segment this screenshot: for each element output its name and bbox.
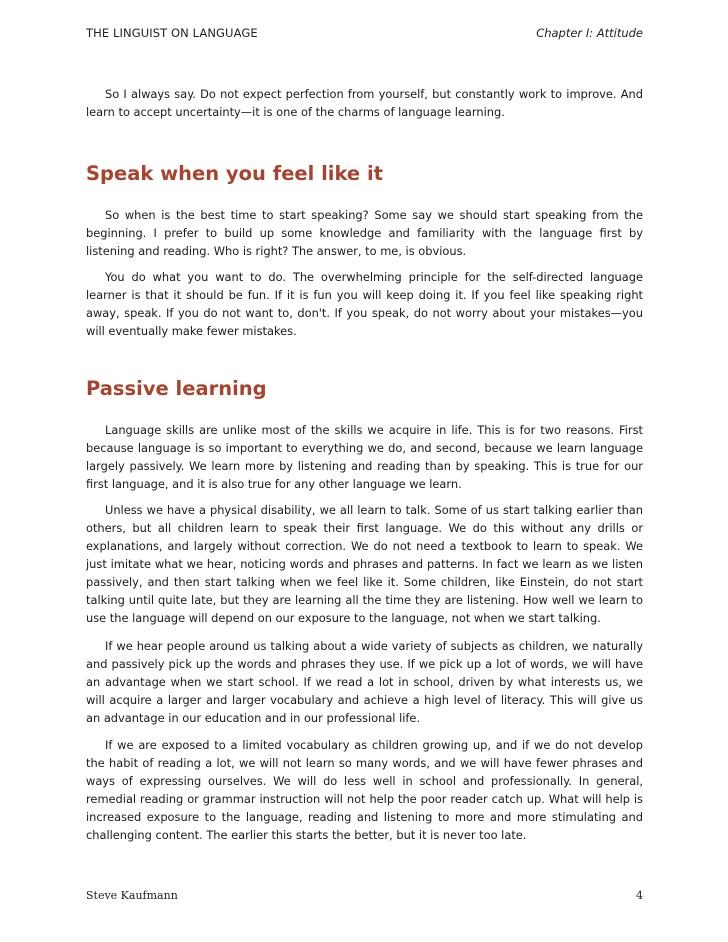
paragraph: If we are exposed to a limited vocabulary as children growing up, and if we do not develop the habit of reading a lot, we will not learn so many words, and we will have fewer phrases and ways of expressing ourselves. We will do less well in school and professionally. In general, remedial reading or grammar instruction will not help the poor reader catch up. What will help is increased exposure to the language, reading and listening to more and more stimulating and challenging content. The earlier this starts the better, but it is never too late. [86,738,643,842]
document-page [86,0,643,942]
paragraph: If we hear people around us talking about a wide variety of subjects as children, we naturally and passively pick up the words and phrases they use. If we pick up a lot of words, we will have an advantage when we start school. If we read a lot in school, driven by what interests us, we will acquire a larger and larger vocabulary and achieve a high level of literacy. This will give us an advantage in our education and in our professional life. [86,639,643,725]
intro-block [86,85,643,121]
section-passive [86,377,643,401]
section-speak-body [86,206,643,260]
book-title: THE LINGUIST ON LANGUAGE [86,26,258,40]
section-passive-body-3 [86,637,643,727]
section-heading-speak: Speak when you feel like it [86,162,383,185]
section-passive-body-2 [86,501,643,627]
section-passive-body-4 [86,736,643,844]
paragraph: Language skills are unlike most of the skills we acquire in life. This is for two reasons. First because language is so important to everything we do, and second, because we learn language largely passively. We learn more by listening and reading than by speaking. This is true for our first language, and it is also true for any other language we learn. [86,423,643,491]
section-passive-body-1 [86,421,643,493]
paragraph: So when is the best time to start speaking? Some say we should start speaking from the beginning. I prefer to build up some knowledge and familiarity with the language first by listening and reading. Who is right? The answer, to me, is obvious. [86,208,643,258]
author-name: Steve Kaufmann [86,889,178,902]
paragraph: You do what you want to do. The overwhelming principle for the self-directed language learner is that it should be fun. If it is fun you will keep doing it. If you feel like speaking right away, speak. If you do not want to, don't. If you speak, do not worry about your mistakes—you will eventually make fewer mistakes. [86,270,643,338]
page-number: 4 [636,889,643,902]
section-speak-body-2 [86,268,643,340]
running-footer [86,889,643,905]
running-header [86,26,643,44]
chapter-title: Chapter I: Attitude [536,26,643,40]
intro-paragraph: So I always say. Do not expect perfection from yourself, but constantly work to improve. And learn to accept uncertainty—it is one of the charms of language learning. [86,87,643,119]
paragraph: Unless we have a physical disability, we all learn to talk. Some of us start talking earlier than others, but all children learn to speak their first language. We do this without any drills or explanations, and largely without correction. We do not need a textbook to learn to speak. We just imitate what we hear, noticing words and phrases and patterns. In fact we learn as we listen passively, and then start talking when we feel like it. Some children, like Einstein, do not start talking until quite late, but they are learning all the time they are listening. How well we learn to use the language will depend on our exposure to the language, not when we start talking. [86,503,643,625]
section-heading-passive: Passive learning [86,377,267,400]
section-speak [86,162,643,186]
